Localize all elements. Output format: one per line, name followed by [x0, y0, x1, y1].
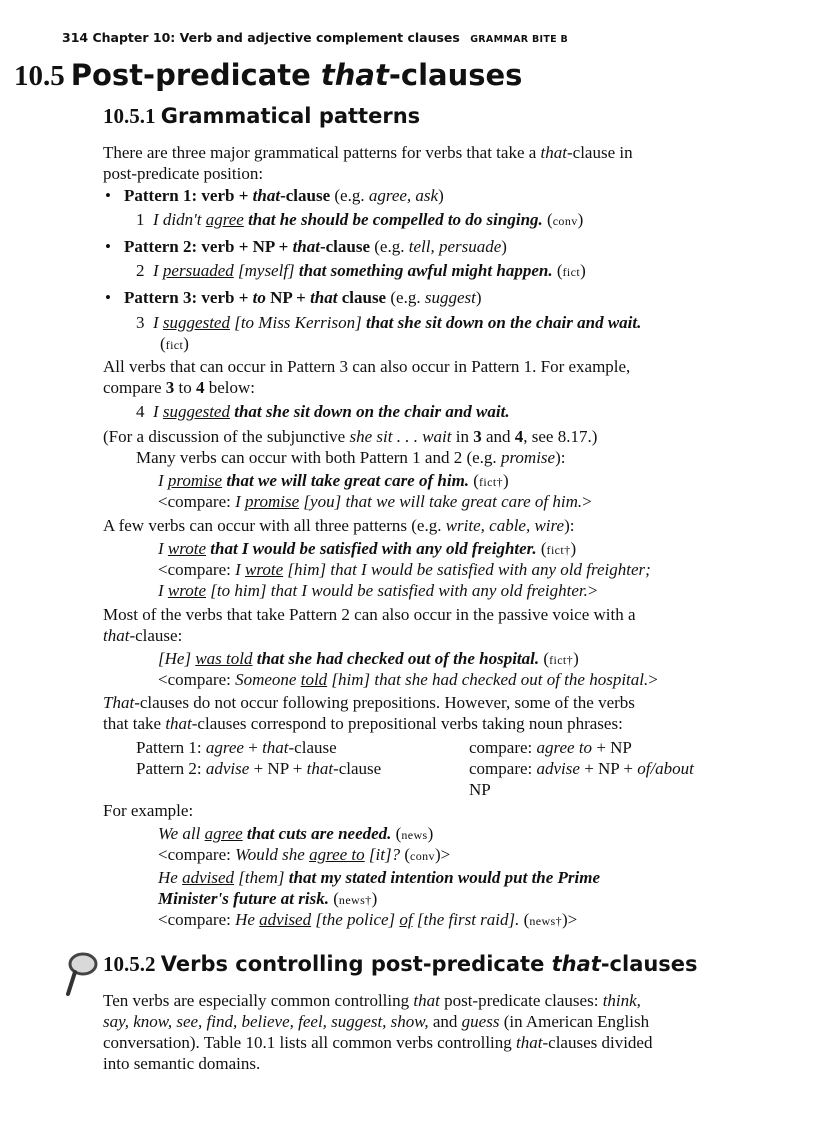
example-4: 4 I suggested that she sit down on the chair and wait.	[136, 402, 510, 421]
example-3-source: (fict)	[160, 334, 189, 353]
section-heading: 10.5 Post-predicate that-clauses	[14, 58, 523, 92]
example-7-compare: <compare: Someone told [him] that she had checked out of the hospital.>	[158, 670, 658, 689]
compare-row-2-right-cont: NP	[469, 780, 491, 799]
bullet: •	[105, 186, 111, 205]
paragraph-5: A few verbs can occur with all three patterns (e.g. write, cable, wire):	[103, 516, 575, 535]
paragraph-9-line-3: conversation). Table 10.1 lists all common verbs controlling that-clauses divided	[103, 1033, 653, 1052]
chapter-title: Chapter 10: Verb and adjective complement clauses	[92, 30, 460, 45]
subsection-number: 10.5.2	[103, 952, 156, 976]
subsection-heading-1	[103, 104, 420, 129]
subsection-heading-2: 10.5.2 Verbs controlling post-predicate that-clauses	[103, 952, 698, 976]
example-5-compare: <compare: I promise [you] that we will take great care of him.>	[158, 492, 592, 511]
paragraph-9-line-1: Ten verbs are especially common controlling that post-predicate clauses: think,	[103, 991, 641, 1010]
subsection-number: 10.5.1	[103, 104, 156, 128]
intro-line-2: post-predicate position:	[103, 164, 264, 183]
example-1: 1 I didn't agree that he should be compelled to do singing. (conv)	[136, 210, 584, 229]
example-8-compare: <compare: Would she agree to [it]? (conv)>	[158, 845, 451, 864]
example-6-compare-2: I wrote [to him] that I would be satisfied with any old freighter.>	[158, 581, 598, 600]
example-9-line-1: He advised [them] that my stated intention would put the Prime	[158, 868, 601, 887]
example-2: 2 I persuaded [myself] that something awful might happen. (fict)	[136, 261, 586, 280]
example-5: I promise that we will take great care of him. (fict†)	[158, 471, 509, 490]
paragraph-6-line-2: that-clause:	[103, 626, 183, 645]
example-9-line-2: Minister's future at risk. (news†)	[158, 889, 378, 908]
paragraph-6-line-1: Most of the verbs that take Pattern 2 can also occur in the passive voice with a	[103, 605, 636, 624]
pattern-1: Pattern 1: verb + that-clause (e.g. agree, ask)	[124, 186, 444, 205]
example-3: 3 I suggested [to Miss Kerrison] that she sit down on the chair and wait.	[136, 313, 642, 332]
running-head	[62, 30, 568, 45]
example-8: We all agree that cuts are needed. (news)	[158, 824, 434, 843]
pattern-2: Pattern 2: verb + NP + that-clause (e.g. tell, persuade)	[124, 237, 507, 256]
paragraph-4: Many verbs can occur with both Pattern 1 and 2 (e.g. promise):	[136, 448, 566, 467]
compare-row-1-left: Pattern 1: agree + that-clause	[136, 738, 337, 757]
paragraph-9-line-2: say, know, see, find, believe, feel, suggest, show, and guess (in American English	[103, 1012, 650, 1031]
magnifier-icon	[62, 950, 100, 1000]
subsection-title: Grammatical patterns	[160, 104, 421, 128]
example-6: I wrote that I would be satisfied with any old freighter. (fict†)	[158, 539, 577, 558]
compare-row-2-right: compare: advise + NP + of/about	[469, 759, 694, 778]
bullet: •	[105, 237, 111, 256]
paragraph-8: For example:	[103, 801, 194, 820]
paragraph-2-line-2: compare 3 to 4 below:	[103, 378, 256, 397]
example-6-compare-1: <compare: I wrote [him] that I would be satisfied with any old freighter;	[158, 560, 651, 579]
example-9-compare: <compare: He advised [the police] of [the first raid]. (news†)>	[158, 910, 578, 929]
page-number: 314	[62, 30, 89, 45]
pattern-3: Pattern 3: verb + to NP + that clause (e.g. suggest)	[124, 288, 482, 307]
section-number: 10.5	[14, 60, 65, 92]
compare-row-2-left: Pattern 2: advise + NP + that-clause	[136, 759, 382, 778]
paragraph-3: (For a discussion of the subjunctive she sit . . . wait in 3 and 4, see 8.17.)	[103, 427, 598, 446]
example-7: [He] was told that she had checked out of the hospital. (fict†)	[158, 649, 579, 668]
paragraph-7-line-2: that take that-clauses correspond to prepositional verbs taking noun phrases:	[103, 714, 623, 733]
grammar-bite: GRAMMAR BITE B	[470, 34, 569, 45]
bullet: •	[105, 288, 111, 307]
paragraph-7-line-1: That-clauses do not occur following prepositions. However, some of the verbs	[103, 693, 635, 712]
paragraph-9-line-4: into semantic domains.	[103, 1054, 261, 1073]
intro-line-1: There are three major grammatical patterns for verbs that take a that-clause in	[103, 143, 633, 162]
paragraph-2-line-1: All verbs that can occur in Pattern 3 can also occur in Pattern 1. For example,	[103, 357, 631, 376]
compare-row-1-right: compare: agree to + NP	[469, 738, 632, 757]
